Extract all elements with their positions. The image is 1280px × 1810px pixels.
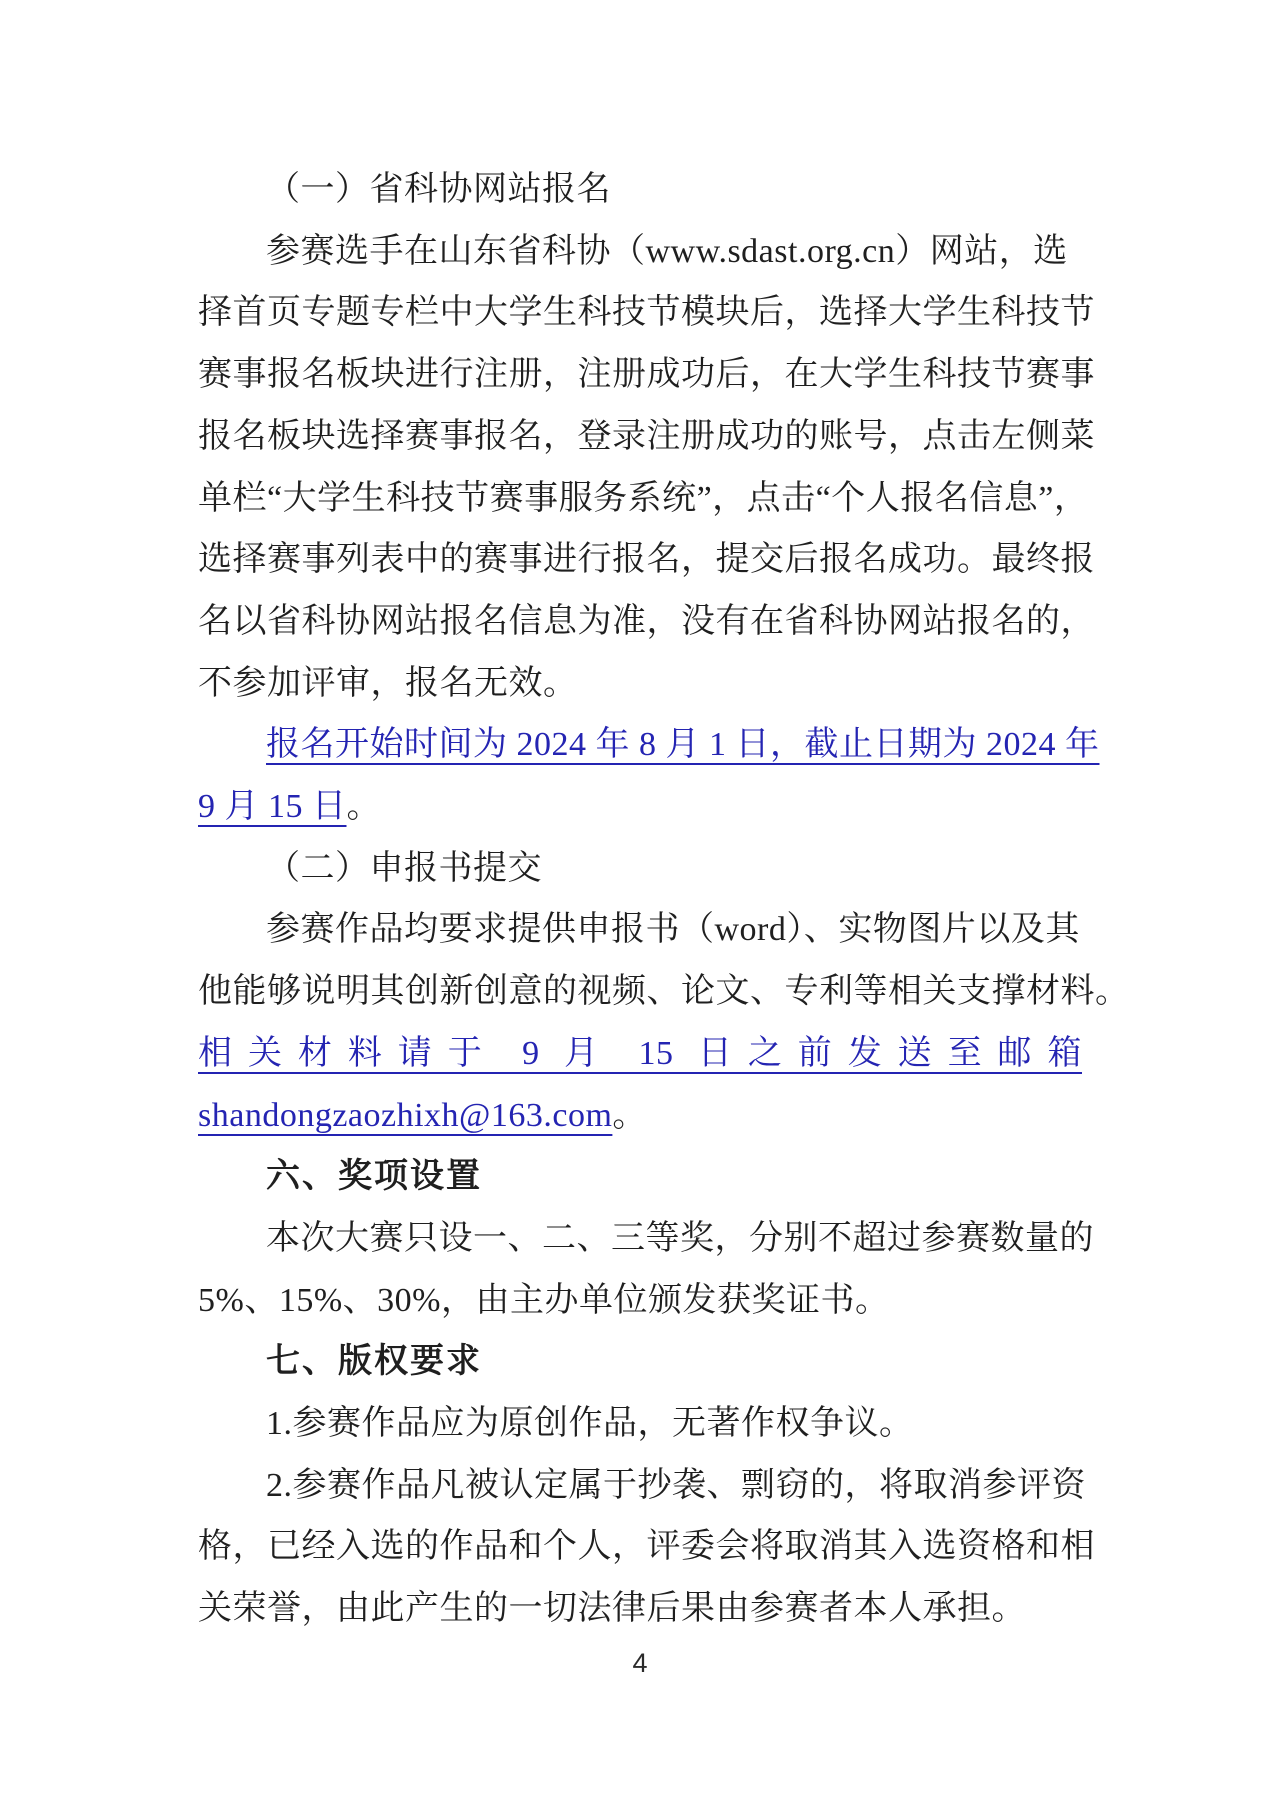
subheading-website-registration: （一）省科协网站报名 (266, 171, 611, 208)
paragraph-line: 报名板块选择赛事报名，登录注册成功的账号，点击左侧菜 (198, 417, 1095, 455)
paragraph-line: 单栏“大学生科技节赛事服务系统”，点击“个人报名信息”， (198, 479, 1089, 517)
document-page (198, 159, 1130, 1640)
paragraph-line: 5%、15%、30%，由主办单位颁发获奖证书。 (198, 1281, 890, 1319)
registration-deadline-emphasis: 9 月 15 日 (198, 788, 347, 826)
sentence-period: 。 (612, 1096, 647, 1134)
paragraph-line: 择首页专题专栏中大学生科技节模块后，选择大学生科技节 (198, 294, 1095, 332)
section-heading-copyright: 七、版权要求 (266, 1342, 482, 1381)
paragraph-line: 参赛作品均要求提供申报书（word）、实物图片以及其 (266, 911, 1080, 949)
paragraph-line: 参赛选手在山东省科协（www.sdast.org.cn）网站，选 (266, 232, 1068, 270)
copyright-item-2: 2.参赛作品凡被认定属于抄袭、剽窃的，将取消参评资 (266, 1466, 1086, 1504)
materials-deadline-emphasis: 相关材料请于 9 月 15 日之前发送至邮箱 (198, 1034, 1082, 1072)
paragraph-line: 不参加评审，报名无效。 (198, 664, 578, 702)
paragraph-line: 赛事报名板块进行注册，注册成功后，在大学生科技节赛事 (198, 356, 1095, 394)
email-link[interactable]: shandongzaozhixh@163.com (198, 1096, 613, 1134)
paragraph-line: 他能够说明其创新创意的视频、论文、专利等相关支撑材料。 (198, 973, 1130, 1011)
page-number: 4 (632, 1648, 648, 1678)
paragraph-line: 本次大赛只设一、二、三等奖，分别不超过参赛数量的 (266, 1219, 1094, 1257)
paragraph-line: 格，已经入选的作品和个人，评委会将取消其入选资格和相 (198, 1528, 1095, 1566)
paragraph-line: 选择赛事列表中的赛事进行报名，提交后报名成功。最终报 (198, 541, 1095, 579)
sentence-period: 。 (346, 788, 381, 826)
section-heading-awards: 六、奖项设置 (266, 1157, 482, 1196)
email-line (198, 1085, 1082, 1147)
copyright-item-1: 1.参赛作品应为原创作品，无著作权争议。 (266, 1405, 914, 1443)
registration-dates-emphasis: 报名开始时间为 2024 年 8 月 1 日，截止日期为 2024 年 (266, 726, 1100, 764)
paragraph-line: 名以省科协网站报名信息为准，没有在省科协网站报名的， (198, 602, 1095, 640)
paragraph-line: 关荣誉，由此产生的一切法律后果由参赛者本人承担。 (198, 1590, 1026, 1628)
subheading-application-submission: （二）申报书提交 (266, 849, 542, 887)
registration-deadline-line (198, 776, 1082, 838)
